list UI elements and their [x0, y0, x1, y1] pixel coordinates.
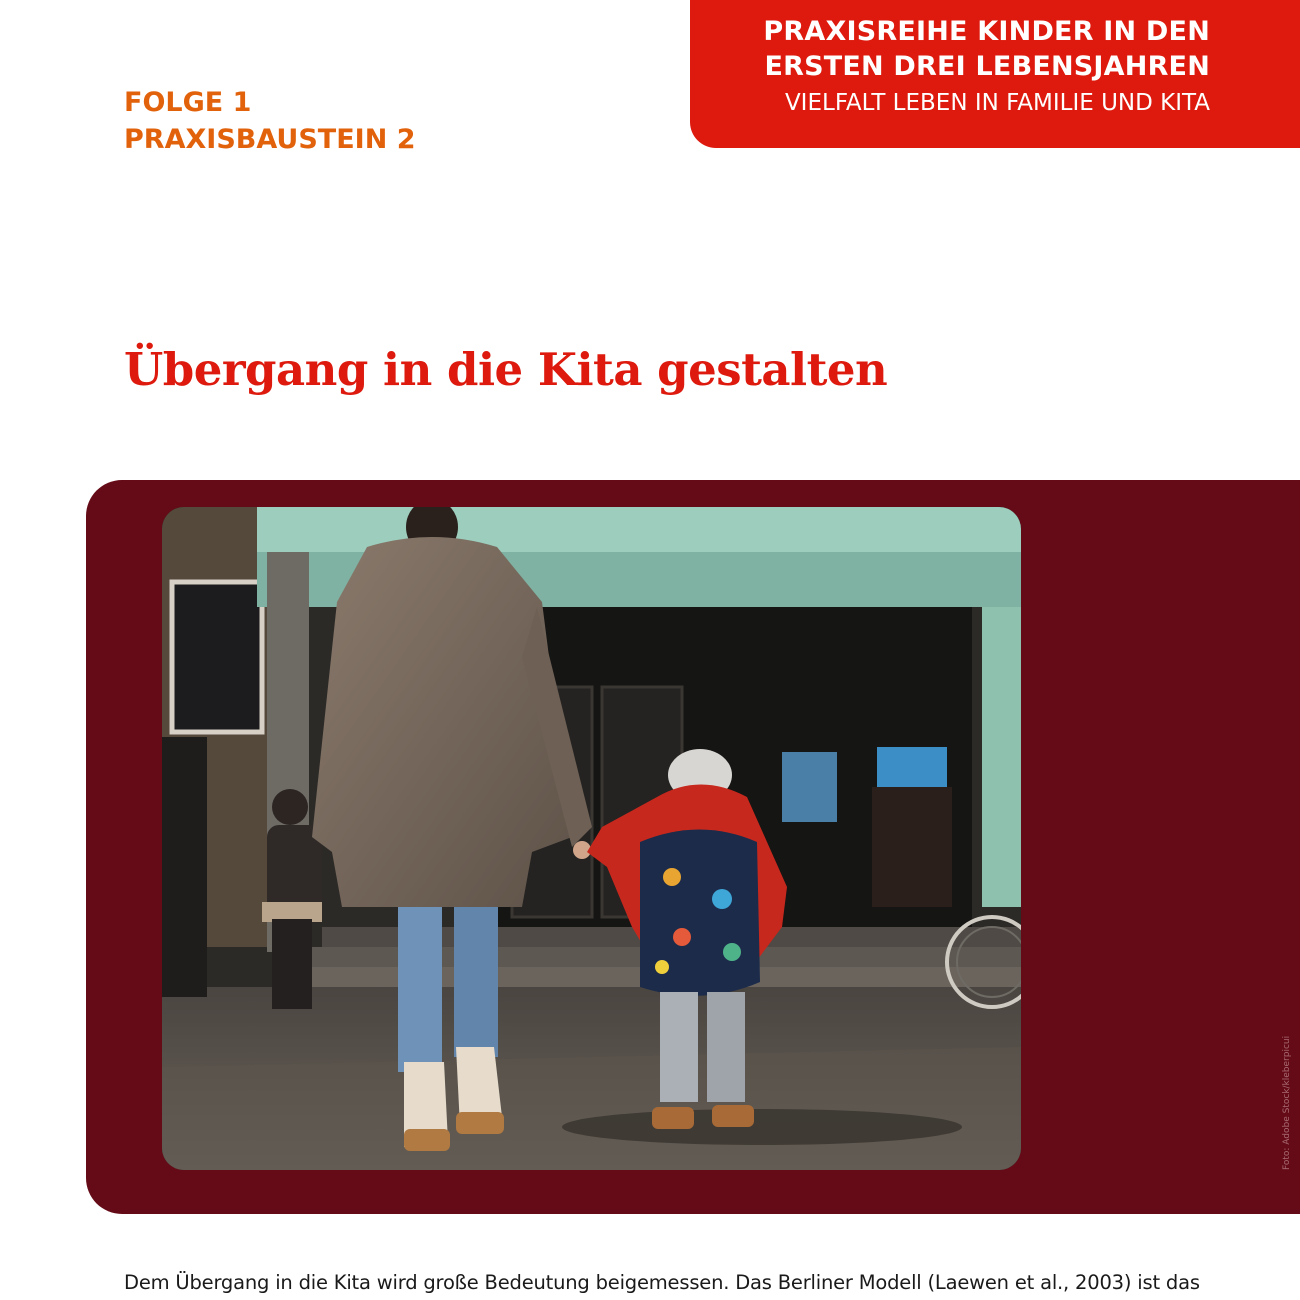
photo-credit: Foto: Adobe Stock/kleberpicui — [1282, 1035, 1292, 1170]
module-label: PRAXISBAUSTEIN 2 — [124, 124, 416, 155]
series-label — [124, 84, 416, 158]
banner-title-line-2: ERSTEN DREI LEBENSJAHREN — [764, 51, 1210, 82]
banner-subtitle: VIELFALT LEBEN IN FAMILIE UND KITA — [784, 90, 1210, 116]
cover-photo — [162, 507, 1021, 1170]
series-banner — [690, 0, 1300, 148]
banner-title-line-1: PRAXISREIHE KINDER IN DEN — [763, 16, 1210, 47]
body-paragraph-first-line: Dem Übergang in die Kita wird große Bedeutung beigemessen. Das Berliner Modell (Laewen et al., 2003) ist das — [124, 1271, 1200, 1294]
episode-label: FOLGE 1 — [124, 87, 252, 118]
page-title: Übergang in die Kita gestalten — [124, 343, 888, 396]
